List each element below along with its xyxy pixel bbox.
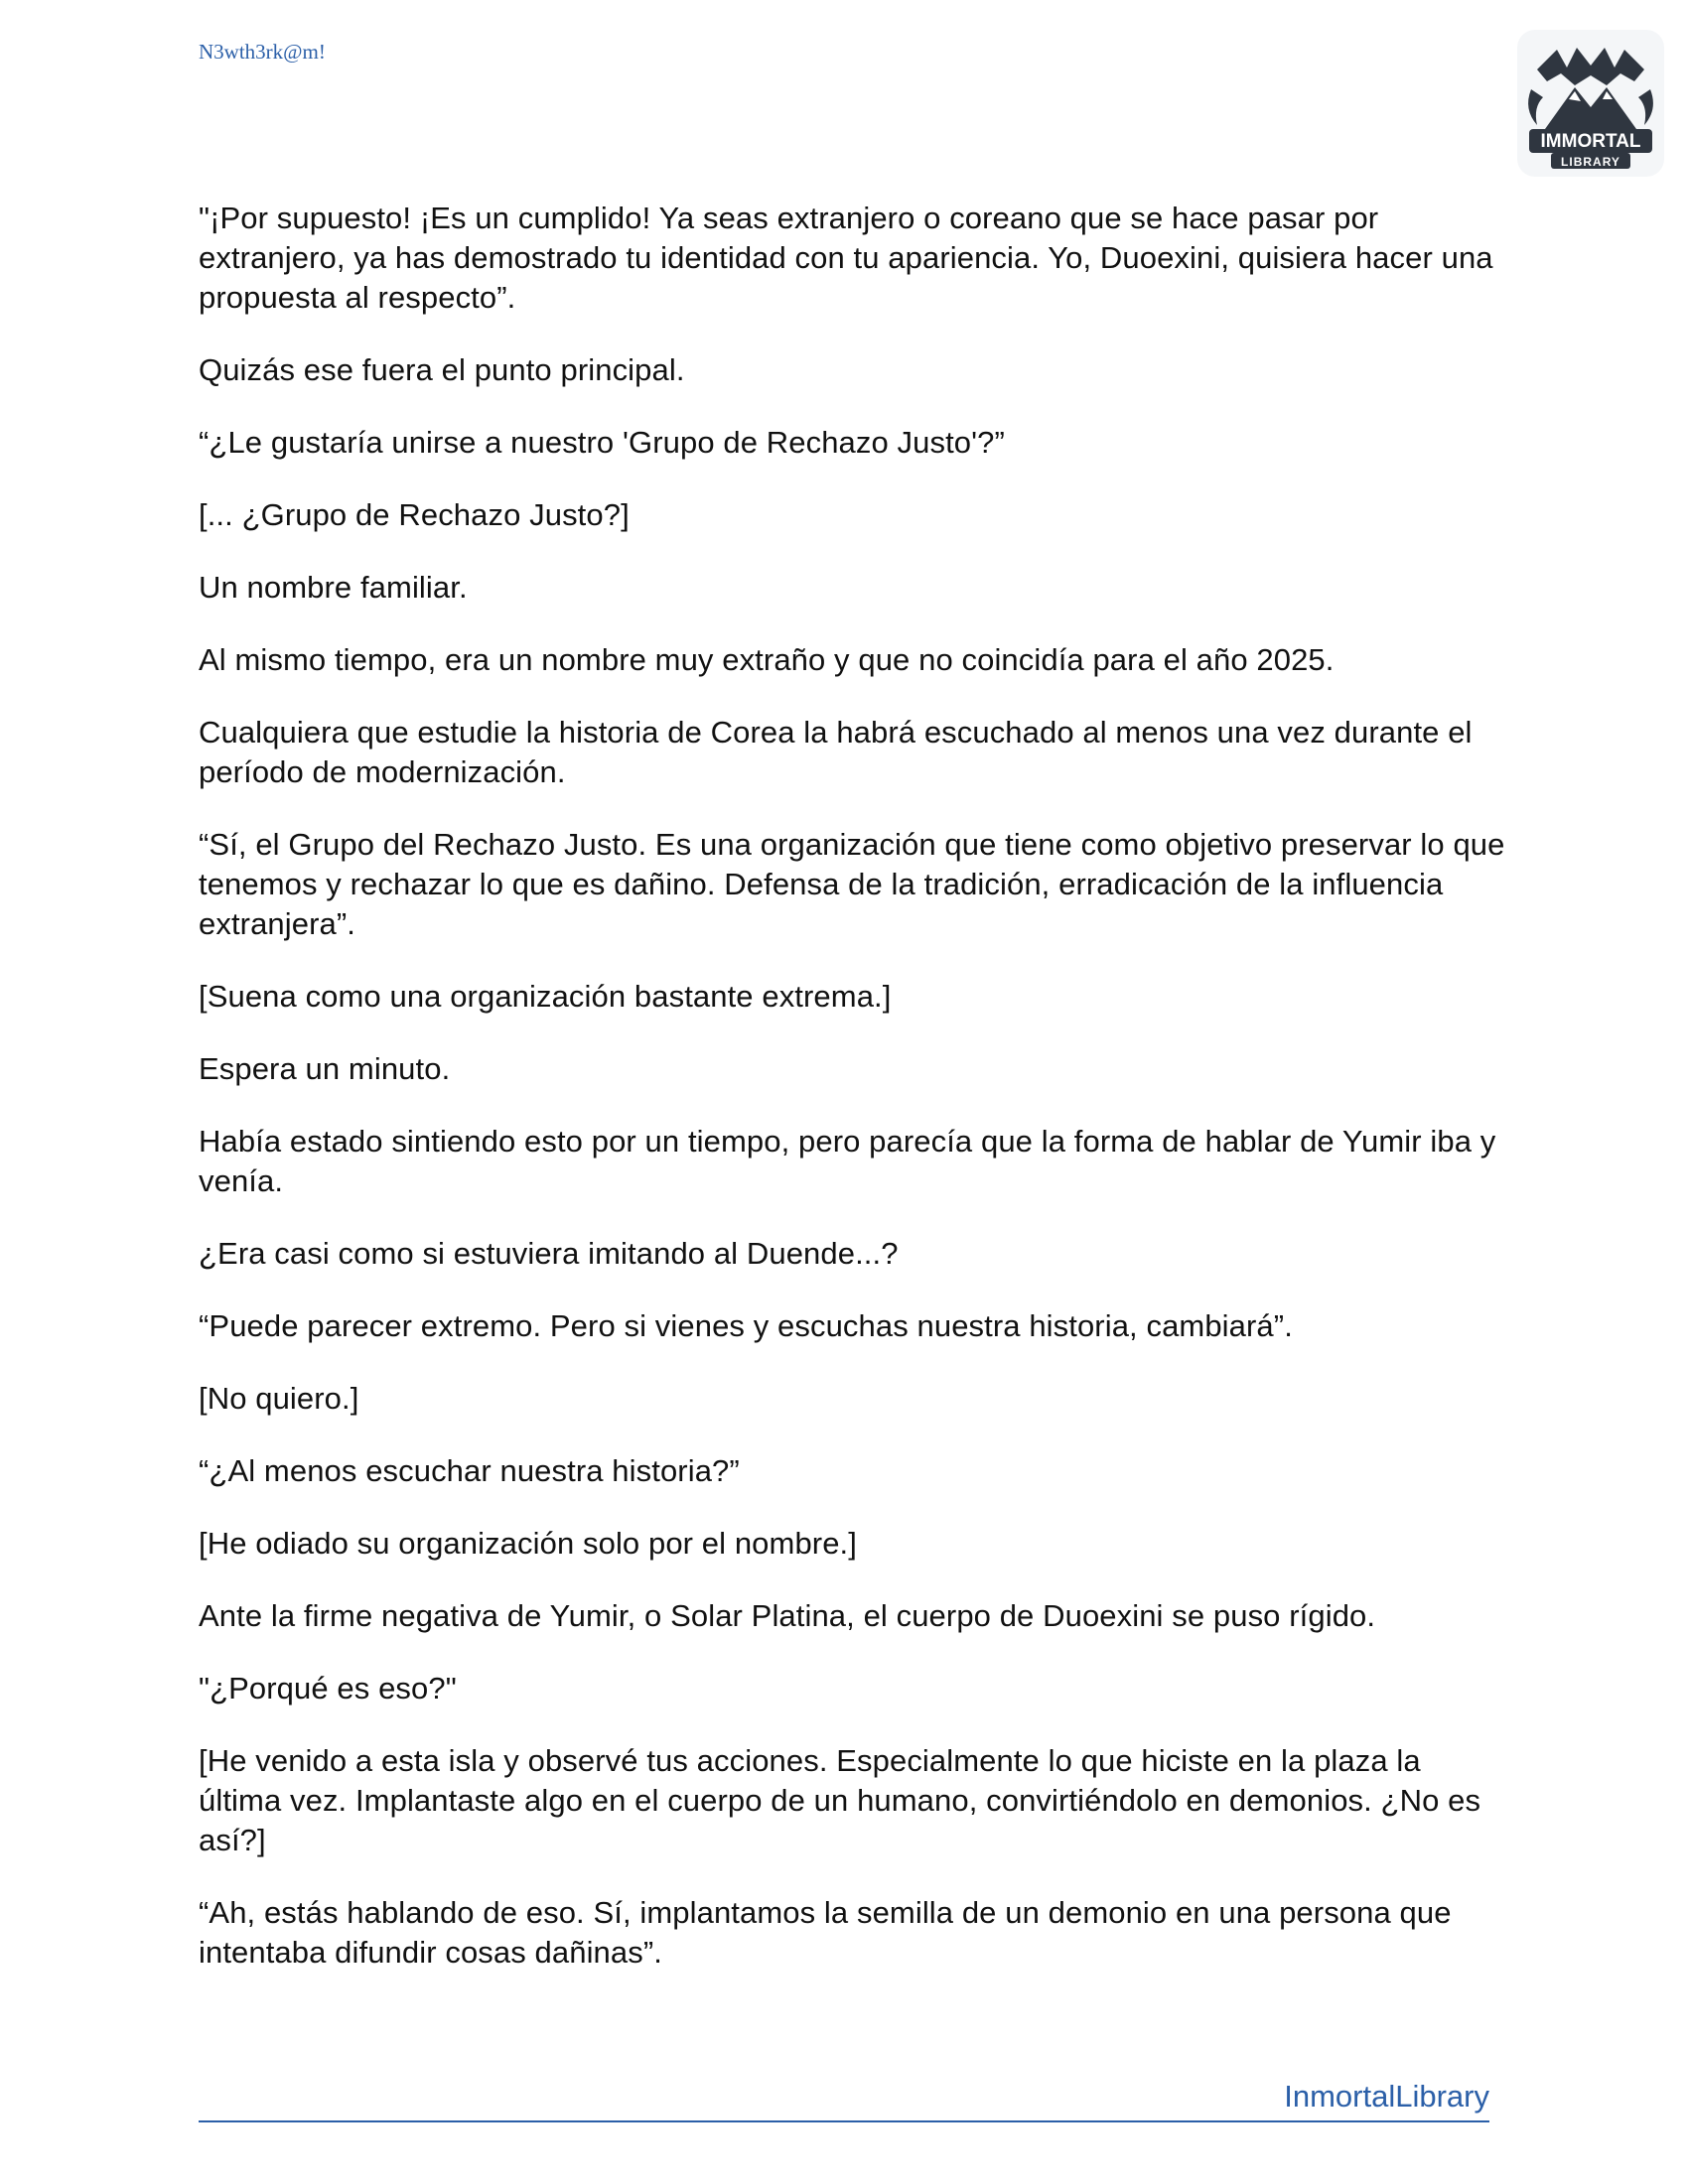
paragraph: “Sí, el Grupo del Rechazo Justo. Es una organización que tiene como objetivo preservar lo que tenemos y rechazar lo que es dañino. Defensa de la tradición, erradicación de la influencia extranjera”. <box>199 827 1505 941</box>
paragraph: Espera un minuto. <box>199 1051 451 1086</box>
logo-subtext: LIBRARY <box>1561 155 1620 169</box>
paragraph: Había estado sintiendo esto por un tiempo, pero parecía que la forma de hablar de Yumir iba y venía. <box>199 1124 1496 1198</box>
paragraph: Un nombre familiar. <box>199 570 468 605</box>
footer-link[interactable] <box>199 2077 1489 2122</box>
paragraph: “¿Al menos escuchar nuestra historia?” <box>199 1453 740 1488</box>
paragraph: Cualquiera que estudie la historia de Corea la habrá escuchado al menos una vez durante el período de modernización. <box>199 715 1473 789</box>
footer-link-text[interactable]: InmortalLibrary <box>1284 2079 1489 2114</box>
paragraph: [He venido a esta isla y observé tus acciones. Especialmente lo que hiciste en la plaza la última vez. Implantaste algo en el cuerpo de un humano, convirtiéndolo en demonios. ¿No es así?] <box>199 1743 1481 1857</box>
paragraph: [... ¿Grupo de Rechazo Justo?] <box>199 497 630 532</box>
logo-text: IMMORTAL <box>1540 131 1641 152</box>
paragraph: ¿Era casi como si estuviera imitando al Duende...? <box>199 1236 899 1271</box>
paragraph: Quizás ese fuera el punto principal. <box>199 352 685 387</box>
paragraph: [Suena como una organización bastante extrema.] <box>199 979 892 1014</box>
document-body <box>199 199 1509 2005</box>
immortal-library-logo-icon <box>1517 30 1664 177</box>
paragraph: [He odiado su organización solo por el nombre.] <box>199 1526 857 1561</box>
paragraph: “Puede parecer extremo. Pero si vienes y escuchas nuestra historia, cambiará”. <box>199 1308 1293 1343</box>
paragraph: Al mismo tiempo, era un nombre muy extraño y que no coincidía para el año 2025. <box>199 642 1335 677</box>
paragraph: "¡Por supuesto! ¡Es un cumplido! Ya seas extranjero o coreano que se hace pasar por extranjero, ya has demostrado tu identidad con tu apariencia. Yo, Duoexini, quisiera hacer una propuesta al respecto”. <box>199 201 1493 315</box>
header-tag: N3wth3rk@m! <box>199 40 326 64</box>
paragraph: "¿Porqué es eso?" <box>199 1671 457 1706</box>
paragraph: Ante la firme negativa de Yumir, o Solar Platina, el cuerpo de Duoexini se puso rígido. <box>199 1598 1376 1633</box>
paragraph: [No quiero.] <box>199 1381 359 1416</box>
paragraph: “¿Le gustaría unirse a nuestro 'Grupo de Rechazo Justo'?” <box>199 425 1005 460</box>
paragraph: “Ah, estás hablando de eso. Sí, implantamos la semilla de un demonio en una persona que intentaba difundir cosas dañinas”. <box>199 1895 1452 1970</box>
